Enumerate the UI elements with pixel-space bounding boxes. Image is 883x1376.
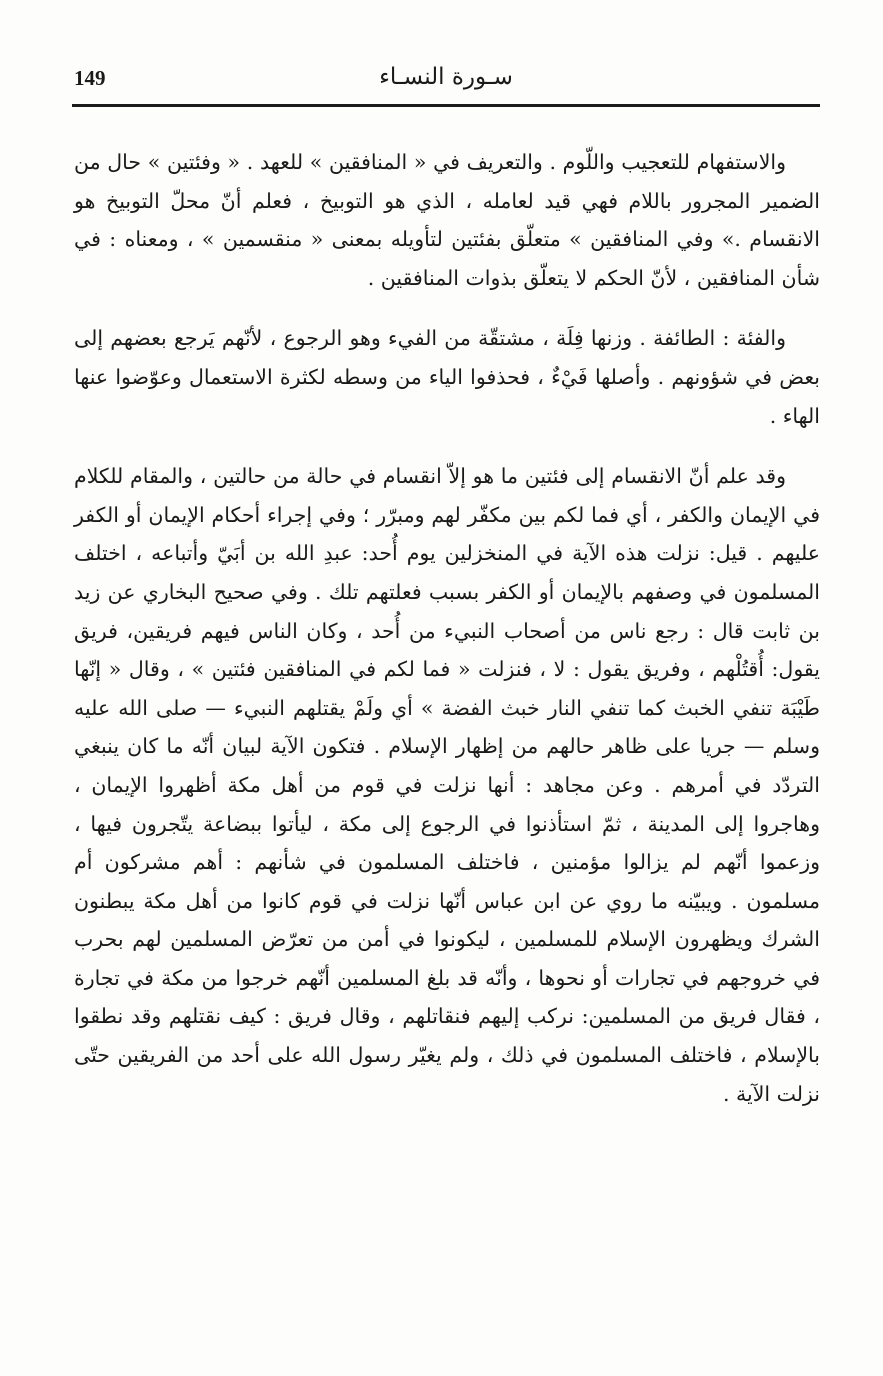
page-number: 149: [74, 66, 106, 90]
body-text: [74, 143, 820, 1113]
header-rule: [72, 104, 820, 107]
running-title: سـورة النسـاء: [379, 64, 513, 90]
page-header: [72, 58, 820, 102]
paragraph-1: والاستفهام للتعجيب واللّوم . والتعريف في « المنافقين » للعهد . « وفئتين » حال من الضمير المجرور باللام فهي قيد لعامله ، الذي هو التوبيخ ، فعلم أنّ محلّ التوبيخ هو الانقسام .» وفي المنافقين » متعلّق بفئتين لتأويله بمعنى « منقسمين » ، ومعناه : في شأن المنافقين ، لأنّ الحكم لا يتعلّق بذوات المنافقين .: [74, 150, 820, 290]
paragraph-2: والفئة : الطائفة . وزنها فِلَة ، مشتقّة من الفيء وهو الرجوع ، لأنّهم يَرجع بعضهم إلى بعض في شؤونهم . وأصلها فَيْءٌ ، فحذفوا الياء من وسطه لكثرة الاستعمال وعوّضوا عنها الهاء .: [74, 326, 820, 428]
paragraph-3: وقد علم أنّ الانقسام إلى فئتين ما هو إلاّ انقسام في حالة من حالتين ، والمقام للكلام في الإيمان والكفر ، أي فما لكم بين مكفّر لهم ومبرّر ؛ وفي إجراء أحكام الإيمان أو الكفر عليهم . قيل: نزلت هذه الآية في المنخزلين يوم أُحد: عبدِ الله بن أبَيّ وأتباعه ، اختلف المسلمون في وصفهم بالإيمان أو الكفر بسبب فعلتهم تلك . وفي صحيح البخاري عن زيد بن ثابت قال : رجع ناس من أصحاب النبيء من أُحد ، وكان الناس فيهم فريقين، فريق يقول: أُقتُلْهم ، وفريق يقول : لا ، فنزلت « فما لكم في المنافقين فئتين » ، وقال « إنّها طَيْبَة تنفي الخبث كما تنفي النار خبث الفضة » أي ولَمْ يقتلهم النبيء — صلى الله عليه وسلم — جريا على ظاهر حالهم من إظهار الإسلام . فتكون الآية لبيان أنّه ما كان ينبغي التردّد في أمرهم . وعن مجاهد : أنها نزلت في قوم من أهل مكة أظهروا الإيمان ، وهاجروا إلى المدينة ، ثمّ استأذنوا في الرجوع إلى مكة ، ليأتوا ببضاعة يتّجرون فيها ، وزعموا أنّهم لم يزالوا مؤمنين ، فاختلف المسلمون في شأنهم : أهم مشركون أم مسلمون . ويبيّنه ما روي عن ابن عباس أنّها نزلت في قوم كانوا من أهل مكة يبطنون الشرك ويظهرون الإسلام للمسلمين ، ليكونوا في أمن من تعرّض المسلمين لهم بحرب في خروجهم في تجارات أو نحوها ، وأنّه قد بلغ المسلمين أنّهم خرجوا من مكة في تجارة ، فقال فريق من المسلمين: نركب إليهم فنقاتلهم ، وقال فريق : كيف نقتلهم وقد نطقوا بالإسلام ، فاختلف المسلمون في ذلك ، ولم يغيّر رسول الله على أحد من الفريقين حتّى نزلت الآية .: [74, 464, 820, 1106]
